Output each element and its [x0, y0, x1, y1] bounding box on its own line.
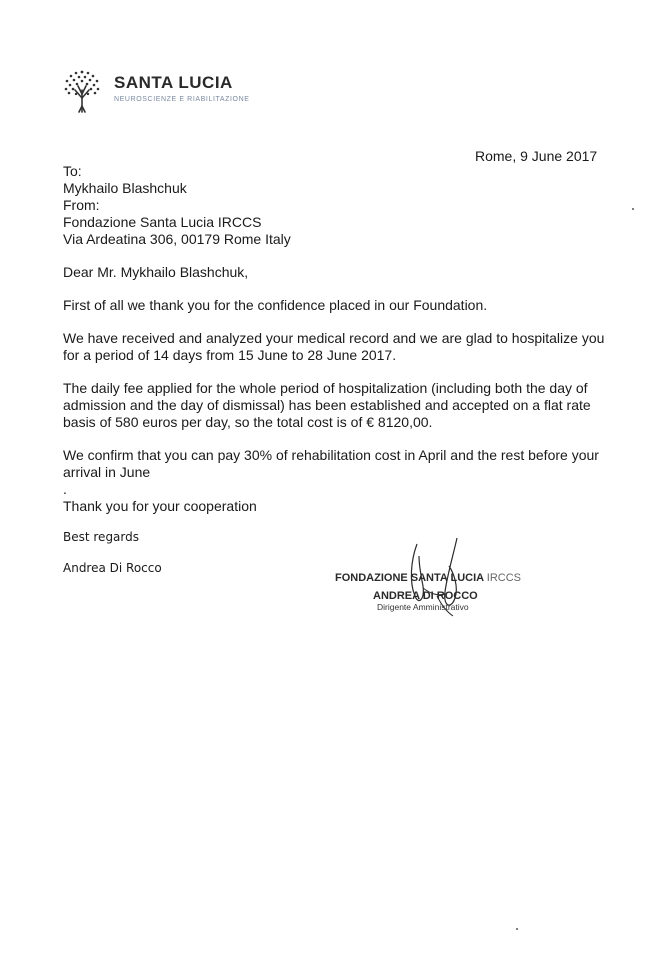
salutation: Dear Mr. Mykhailo Blashchuk, — [63, 264, 249, 280]
letterhead-logo — [62, 68, 250, 114]
from-label: From: — [63, 197, 100, 213]
stray-mark: . — [63, 481, 67, 497]
signature-stamp — [335, 536, 555, 616]
thanks-line: Thank you for your cooperation — [63, 498, 257, 514]
stamp-org-suffix: IRCCS — [486, 572, 521, 584]
paragraph-thanks-confidence: First of all we thank you for the confidence placed in our Foundation. — [63, 297, 488, 313]
paper-speck — [632, 208, 634, 210]
from-address: Via Ardeatina 306, 00179 Rome Italy — [63, 231, 291, 247]
letter-body — [63, 163, 623, 577]
organization-name: SANTA LUCIA — [114, 73, 233, 92]
closing: Best regards — [63, 530, 140, 544]
address-block — [63, 163, 623, 248]
to-label: To: — [63, 163, 82, 179]
letter-date: Rome, 9 June 2017 — [475, 148, 598, 164]
stamp-signer-name: ANDREA DI ROCCO — [373, 590, 478, 602]
paragraph-hospitalization: We have received and analyzed your medical record and we are glad to hospitalize you for a period of 14 days from 15 June to 28 June 2017. — [63, 330, 605, 363]
to-name: Mykhailo Blashchuk — [63, 180, 187, 196]
handwritten-signature — [375, 536, 485, 622]
paragraph-daily-fee: The daily fee applied for the whole period of hospitalization (including both the day of admission and the day of dismissal) has been established and accepted on a flat rate basis of 580 euros per day, so the total cost is of € 8120,00. — [63, 380, 591, 430]
from-org: Fondazione Santa Lucia IRCCS — [63, 214, 262, 230]
stamp-signer-role: Dirigente Amministrativo — [377, 602, 469, 612]
paragraph-payment: We confirm that you can pay 30% of rehabilitation cost in April and the rest before your arrival in June — [63, 447, 599, 480]
tree-icon — [62, 68, 102, 114]
organization-subtitle: NEUROSCIENZE E RIABILITAZIONE — [114, 96, 250, 103]
paper-speck — [516, 928, 518, 930]
stamp-org-name: FONDAZIONE SANTA LUCIA — [335, 572, 484, 584]
signer-name: Andrea Di Rocco — [63, 561, 162, 575]
